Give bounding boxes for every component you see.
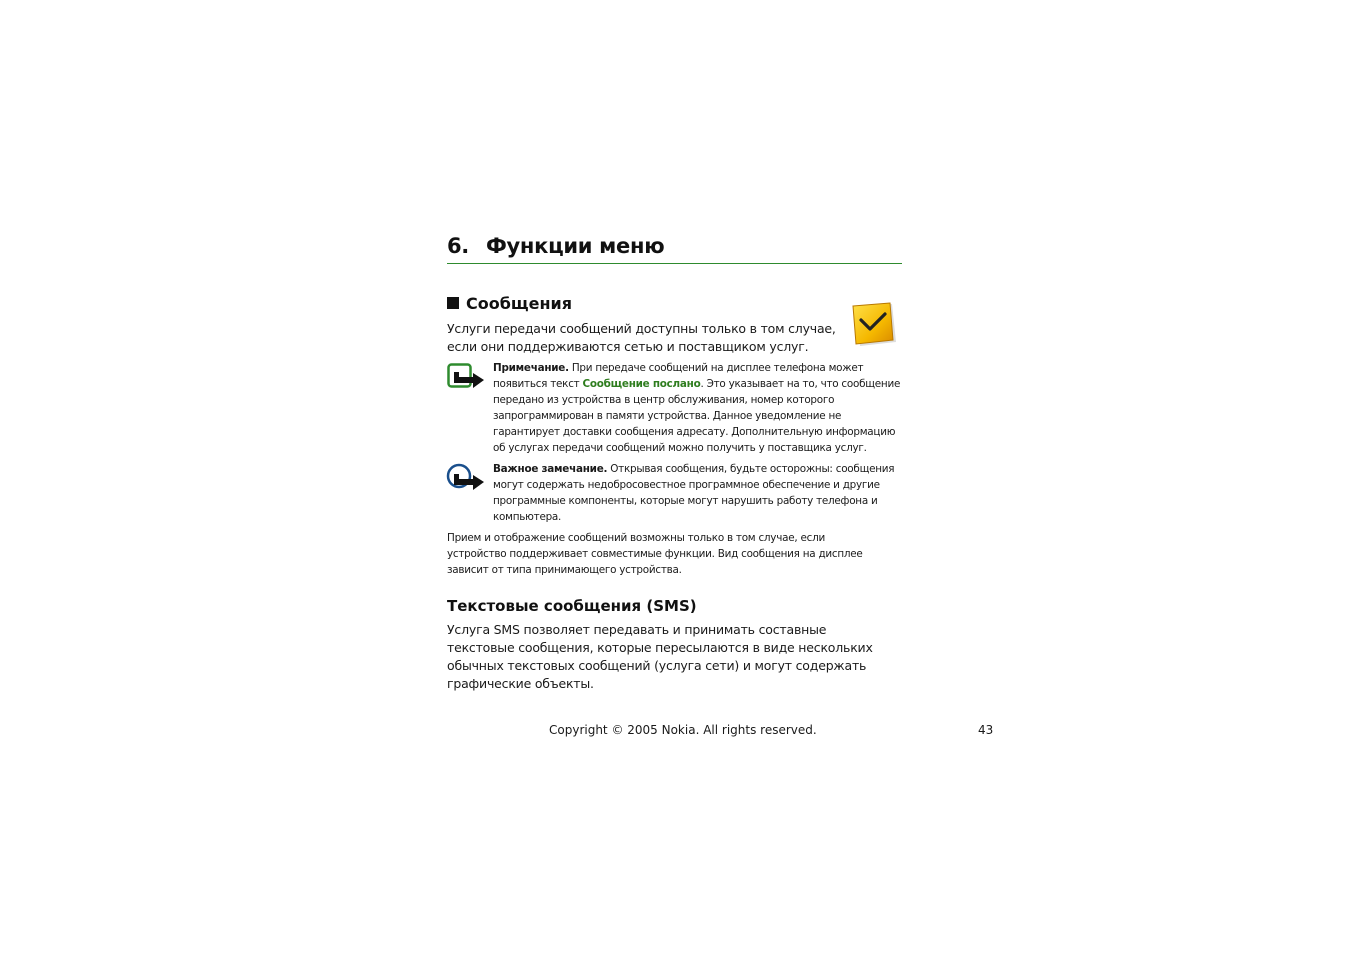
section-heading <box>447 294 572 313</box>
hand-warning-icon <box>446 463 486 493</box>
chapter-number: 6. <box>447 234 469 258</box>
intro-text: Услуги передачи сообщений доступны только в том случае, если они поддерживаются сетью и поставщиком услуг. <box>447 321 836 354</box>
note-text-before: При передаче сообщений на дисплее телефона может появиться текст <box>493 362 864 391</box>
hand-note-icon <box>447 363 485 391</box>
note-text-after: . Это указывает на то, что сообщение передано из устройства в центр обслуживания, номер которого запрограммирован в памяти устройства. Данное уведомление не гарантирует доставки сообщения адресату. Дополнительную информацию об услугах передачи сообщений можно получить у поставщика услуг. <box>493 378 901 455</box>
note-label: Примечание. <box>493 362 569 374</box>
note-highlight: Сообщение послано <box>582 378 701 391</box>
section-title: Сообщения <box>466 294 572 313</box>
warning-block <box>493 461 908 525</box>
square-bullet-icon <box>447 297 459 309</box>
chapter-title <box>447 234 902 264</box>
page-number: 43 <box>978 723 994 737</box>
footer-copyright: Copyright © 2005 Nokia. All rights reserved. <box>549 723 817 737</box>
warning-label: Важное замечание. <box>493 463 608 475</box>
note-block <box>493 360 908 457</box>
chapter-title-text: Функции меню <box>486 234 665 258</box>
compatibility-paragraph: Прием и отображение сообщений возможны только в том случае, если устройство поддерживает совместимые функции. Вид сообщения на дисплее зависит от типа принимающего устройства. <box>447 532 863 577</box>
sms-text: Услуга SMS позволяет передавать и принимать составные текстовые сообщения, которые пересылаются в виде нескольких обычных текстовых сообщений (услуга сети) и могут содержать графические объекты. <box>447 622 873 691</box>
envelope-check-icon <box>850 302 898 348</box>
sms-heading: Текстовые сообщения (SMS) <box>447 597 697 615</box>
warning-text: Открывая сообщения, будьте осторожны: сообщения могут содержать недобросовестное программное обеспечение и другие программные компоненты, которые могут нарушить работу телефона и компьютера. <box>493 463 895 524</box>
